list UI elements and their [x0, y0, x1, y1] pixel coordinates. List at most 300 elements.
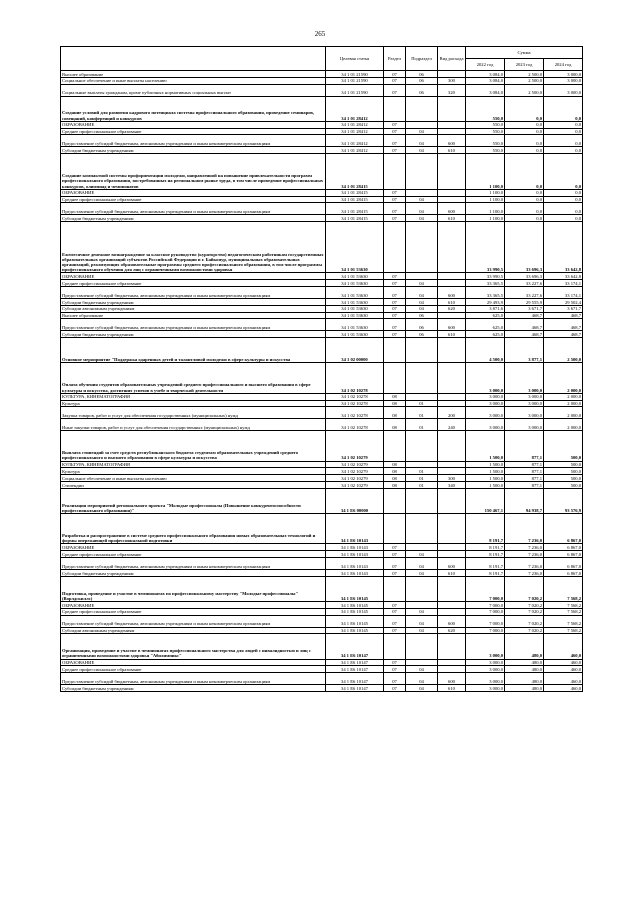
row-code: 34 1 E6 10145 [326, 615, 384, 627]
table-row [61, 96, 583, 121]
row-expense-type: 200 [438, 407, 466, 419]
row-name: КУЛЬТУРА, КИНЕМАТОГРАФИЯ [61, 393, 326, 400]
row-section: 07 [384, 570, 406, 577]
row-expense-type [438, 576, 466, 601]
row-subsection: 01 [406, 482, 438, 489]
row-section [384, 363, 406, 393]
row-expense-type [438, 393, 466, 400]
row-subsection: 01 [406, 400, 438, 407]
row-section: 08 [384, 393, 406, 400]
row-code: 34 1 01 21590 [326, 84, 384, 96]
row-section: 08 [384, 407, 406, 419]
table-row [61, 203, 583, 215]
row-name: Закупка товаров, работ и услуг для обеспечения государственных (муниципальных) нужд [61, 407, 326, 419]
row-sum-2024: 2 500,0 [544, 338, 583, 363]
row-sum-2022: 1 500,0 [466, 431, 505, 461]
row-sum-2022: 3 084,0 [466, 84, 505, 96]
row-sum-2024: 0,0 [544, 121, 583, 128]
row-expense-type: 340 [438, 482, 466, 489]
row-name: Культура [61, 468, 326, 475]
row-expense-type [438, 154, 466, 190]
row-sum-2023: 877,1 [505, 482, 544, 489]
row-sum-2024: 29 502,4 [544, 298, 583, 305]
row-code: 34 1 01 53630 [326, 273, 384, 280]
row-section: 07 [384, 298, 406, 305]
row-sum-2022: 3 000,0 [466, 400, 505, 407]
page-number: 265 [314, 30, 326, 38]
row-code: 34 1 01 28412 [326, 135, 384, 147]
row-expense-type: 600 [438, 135, 466, 147]
row-code: 34 1 02 10278 [326, 400, 384, 407]
row-sum-2024: 2 000,0 [544, 363, 583, 393]
table-row [61, 570, 583, 577]
row-sum-2024: 2 000,0 [544, 419, 583, 431]
row-name: Предоставление субсидий бюджетным, автономным учреждениям и иным некоммерческим организациям [61, 558, 326, 570]
row-sum-2022: 33 990,5 [466, 273, 505, 280]
row-expense-type: 240 [438, 419, 466, 431]
row-subsection [406, 659, 438, 666]
row-sum-2024: 2 000,0 [544, 400, 583, 407]
row-section: 07 [384, 215, 406, 222]
row-code: 34 1 01 53630 [326, 222, 384, 273]
table-row [61, 215, 583, 222]
row-section: 07 [384, 659, 406, 666]
row-sum-2024: 460,0 [544, 634, 583, 659]
row-sum-2022: 7 000,0 [466, 627, 505, 634]
row-sum-2022: 7 000,0 [466, 608, 505, 615]
row-expense-type: 620 [438, 627, 466, 634]
row-section: 07 [384, 280, 406, 287]
row-expense-type [438, 363, 466, 393]
table-row [61, 363, 583, 393]
row-code: 34 1 02 10279 [326, 482, 384, 489]
header-section: Раздел [384, 47, 406, 71]
row-section: 07 [384, 685, 406, 692]
row-code: 34 1 E6 10147 [326, 666, 384, 673]
row-sum-2023: 2 500,0 [505, 77, 544, 84]
row-sum-2022: 33 365,5 [466, 280, 505, 287]
row-name: Культура [61, 400, 326, 407]
row-section: 08 [384, 419, 406, 431]
row-sum-2023: 7 020,2 [505, 602, 544, 609]
row-sum-2022: 7 000,0 [466, 602, 505, 609]
row-sum-2024: 7 568,2 [544, 615, 583, 627]
row-subsection: 04 [406, 286, 438, 298]
row-sum-2023: 7 020,2 [505, 576, 544, 601]
row-code: 34 1 02 10279 [326, 431, 384, 461]
row-sum-2022: 550,0 [466, 147, 505, 154]
table-row [61, 71, 583, 78]
row-subsection: 06 [406, 77, 438, 84]
row-subsection: 04 [406, 305, 438, 312]
row-subsection: 04 [406, 196, 438, 203]
row-sum-2023: 0,0 [505, 196, 544, 203]
table-row [61, 222, 583, 273]
table-row [61, 468, 583, 475]
table-row [61, 482, 583, 489]
row-expense-type [438, 280, 466, 287]
row-sum-2022: 3 000,0 [466, 363, 505, 393]
row-section: 07 [384, 121, 406, 128]
row-section: 07 [384, 203, 406, 215]
row-section [384, 338, 406, 363]
row-sum-2023: 3 000,0 [505, 407, 544, 419]
row-name: ОБРАЗОВАНИЕ [61, 189, 326, 196]
row-sum-2022: 3 871,6 [466, 305, 505, 312]
row-subsection [406, 338, 438, 363]
row-subsection: 04 [406, 615, 438, 627]
row-code: 34 1 01 53630 [326, 331, 384, 338]
header-sum: Сумма [466, 47, 583, 59]
row-subsection: 06 [406, 331, 438, 338]
table-row [61, 627, 583, 634]
header-expense-type: Вид расхода [438, 47, 466, 71]
row-expense-type [438, 400, 466, 407]
row-sum-2023: 0,0 [505, 121, 544, 128]
row-sum-2022: 8 191,7 [466, 514, 505, 544]
row-sum-2023: 877,1 [505, 468, 544, 475]
row-sum-2024: 3 671,7 [544, 305, 583, 312]
row-sum-2023: 3 671,7 [505, 305, 544, 312]
row-sum-2024: 7 568,2 [544, 602, 583, 609]
row-name: ОБРАЗОВАНИЕ [61, 273, 326, 280]
row-name: ОБРАЗОВАНИЕ [61, 659, 326, 666]
row-name: Высшее образование [61, 312, 326, 319]
row-code: 34 1 02 10279 [326, 468, 384, 475]
row-sum-2022: 3 000,0 [466, 666, 505, 673]
row-name: Предоставление субсидий бюджетным, автономным учреждениям и иным некоммерческим организациям [61, 135, 326, 147]
row-sum-2022: 1 500,0 [466, 461, 505, 468]
row-expense-type [438, 71, 466, 78]
row-expense-type: 300 [438, 475, 466, 482]
row-expense-type: 600 [438, 286, 466, 298]
row-sum-2024: 6 867,0 [544, 558, 583, 570]
row-sum-2023: 0,0 [505, 135, 544, 147]
row-sum-2022: 550,0 [466, 96, 505, 121]
table-row [61, 189, 583, 196]
row-subsection: 01 [406, 419, 438, 431]
row-sum-2023: 468,7 [505, 319, 544, 331]
table-row [61, 576, 583, 601]
table-row [61, 312, 583, 319]
row-name: Предоставление субсидий бюджетным, автономным учреждениям и иным некоммерческим организациям [61, 286, 326, 298]
row-subsection: 04 [406, 203, 438, 215]
row-name: Основное мероприятие "Поддержка одаренных детей и талантливой молодежи в сфере культуры и искусства [61, 338, 326, 363]
row-subsection [406, 488, 438, 513]
row-section: 08 [384, 468, 406, 475]
table-row [61, 461, 583, 468]
row-sum-2022: 3 000,0 [466, 634, 505, 659]
row-subsection [406, 514, 438, 544]
table-row [61, 407, 583, 419]
row-name: Субсидии бюджетным учреждениям [61, 685, 326, 692]
row-subsection [406, 602, 438, 609]
row-name: Предоставление субсидий бюджетным, автономным учреждениям и иным некоммерческим организациям [61, 203, 326, 215]
row-name: Среднее профессиональное образование [61, 196, 326, 203]
row-section: 07 [384, 558, 406, 570]
row-name: Создание компактной системы профориентации молодежи, направленной на повышение привлекательности программ профессионального образования, востребованных на региональном рынке труда, в том числе проведение профессиональных конкурсов, олимпиад и чемпионатов [61, 154, 326, 190]
row-code: 34 1 E6 10147 [326, 673, 384, 685]
row-code: 34 1 E6 10143 [326, 551, 384, 558]
row-sum-2022: 625,0 [466, 319, 505, 331]
table-row [61, 475, 583, 482]
table-header [61, 47, 583, 71]
row-code: 34 1 01 28415 [326, 196, 384, 203]
row-expense-type [438, 196, 466, 203]
row-code: 34 1 02 10278 [326, 419, 384, 431]
row-expense-type: 600 [438, 558, 466, 570]
row-subsection [406, 363, 438, 393]
row-sum-2022: 3 000,0 [466, 393, 505, 400]
row-subsection: 04 [406, 570, 438, 577]
row-section: 07 [384, 128, 406, 135]
row-sum-2024: 33 642,8 [544, 222, 583, 273]
row-sum-2024: 460,0 [544, 659, 583, 666]
row-code: 34 1 E6 10145 [326, 576, 384, 601]
row-subsection: 04 [406, 551, 438, 558]
row-sum-2022: 550,0 [466, 135, 505, 147]
row-sum-2024: 0,0 [544, 128, 583, 135]
row-code: 34 1 02 10278 [326, 407, 384, 419]
row-code: 34 1 01 28412 [326, 128, 384, 135]
row-sum-2022: 29 493,9 [466, 298, 505, 305]
row-sum-2023: 7 236,0 [505, 544, 544, 551]
row-sum-2023: 0,0 [505, 128, 544, 135]
row-expense-type: 600 [438, 203, 466, 215]
row-sum-2024: 500,0 [544, 475, 583, 482]
table-row [61, 298, 583, 305]
row-subsection [406, 544, 438, 551]
row-subsection: 01 [406, 407, 438, 419]
row-name: Социальное обеспечение и иные выплаты населению [61, 475, 326, 482]
row-sum-2024: 468,7 [544, 319, 583, 331]
row-section: 07 [384, 77, 406, 84]
row-expense-type [438, 551, 466, 558]
header-year-2024: 2024 год [544, 59, 583, 71]
row-sum-2022: 4 500,0 [466, 338, 505, 363]
row-section: 07 [384, 312, 406, 319]
row-sum-2023: 0,0 [505, 154, 544, 190]
row-sum-2023: 7 236,0 [505, 551, 544, 558]
row-subsection: 06 [406, 312, 438, 319]
table-row [61, 147, 583, 154]
table-row [61, 393, 583, 400]
header-year-2023: 2023 год [505, 59, 544, 71]
row-name: Стипендии [61, 482, 326, 489]
row-expense-type: 300 [438, 77, 466, 84]
row-subsection: 06 [406, 71, 438, 78]
row-subsection: 06 [406, 319, 438, 331]
row-code: 34 1 01 53630 [326, 286, 384, 298]
row-subsection [406, 189, 438, 196]
row-section: 08 [384, 400, 406, 407]
row-name: Субсидии автономным учреждениям [61, 627, 326, 634]
row-expense-type [438, 634, 466, 659]
table-row [61, 273, 583, 280]
row-sum-2022: 550,0 [466, 128, 505, 135]
row-sum-2023: 0,0 [505, 147, 544, 154]
row-sum-2024: 500,0 [544, 468, 583, 475]
row-subsection [406, 431, 438, 461]
row-name: Организация, проведение и участие в чемпионатах профессионального мастерства для людей с инвалидностью и лиц с ограниченными возможностями здоровья "Абилимпикс" [61, 634, 326, 659]
row-subsection: 04 [406, 627, 438, 634]
row-name: Субсидии бюджетным учреждениям [61, 298, 326, 305]
row-name: Предоставление субсидий бюджетным, автономным учреждениям и иным некоммерческим организациям [61, 673, 326, 685]
row-name: Предоставление субсидий бюджетным, автономным учреждениям и иным некоммерческим организациям [61, 319, 326, 331]
row-subsection: 06 [406, 84, 438, 96]
row-sum-2024: 500,0 [544, 431, 583, 461]
row-subsection: 04 [406, 215, 438, 222]
row-subsection: 01 [406, 475, 438, 482]
header-code: Целевая статья [326, 47, 384, 71]
row-sum-2023: 877,1 [505, 475, 544, 482]
row-sum-2023: 480,0 [505, 685, 544, 692]
row-sum-2024: 0,0 [544, 154, 583, 190]
row-expense-type: 610 [438, 331, 466, 338]
row-sum-2022: 1 100,0 [466, 189, 505, 196]
row-name: Социальные выплаты гражданам, кроме публичных нормативных социальных выплат [61, 84, 326, 96]
row-section [384, 154, 406, 190]
row-name: Предоставление субсидий бюджетным, автономным учреждениям и иным некоммерческим организациям [61, 615, 326, 627]
table-row [61, 558, 583, 570]
table-row [61, 551, 583, 558]
row-sum-2023: 33 227,6 [505, 280, 544, 287]
row-sum-2024: 460,0 [544, 685, 583, 692]
row-expense-type: 610 [438, 570, 466, 577]
table-row [61, 608, 583, 615]
row-section [384, 488, 406, 513]
row-name: Иные закупки товаров, работ и услуг для обеспечения государственных (муниципальных) нужд [61, 419, 326, 431]
row-sum-2023: 3 000,0 [505, 363, 544, 393]
row-sum-2023: 33 696,3 [505, 222, 544, 273]
table-row [61, 77, 583, 84]
row-sum-2024: 468,7 [544, 331, 583, 338]
row-sum-2022: 150 467,1 [466, 488, 505, 513]
row-sum-2023: 468,7 [505, 312, 544, 319]
row-sum-2023: 877,1 [505, 431, 544, 461]
row-section [384, 576, 406, 601]
row-name: Среднее профессиональное образование [61, 280, 326, 287]
row-name: Создание условий для развития кадрового потенциала системы профессионального образования, проведение семинаров, совещаний, конференций и конкурсов [61, 96, 326, 121]
header-name [61, 47, 326, 71]
row-sum-2024: 460,0 [544, 666, 583, 673]
row-code: 34 1 E6 10147 [326, 659, 384, 666]
row-section [384, 431, 406, 461]
row-sum-2022: 3 000,0 [466, 685, 505, 692]
row-expense-type [438, 121, 466, 128]
row-subsection: 04 [406, 673, 438, 685]
row-expense-type: 600 [438, 615, 466, 627]
row-expense-type [438, 222, 466, 273]
row-section: 07 [384, 673, 406, 685]
row-expense-type: 610 [438, 685, 466, 692]
row-sum-2022: 7 000,0 [466, 576, 505, 601]
table-row [61, 602, 583, 609]
table-row [61, 331, 583, 338]
row-sum-2023: 3 877,1 [505, 338, 544, 363]
row-sum-2022: 8 191,7 [466, 551, 505, 558]
row-sum-2024: 33 174,1 [544, 280, 583, 287]
row-sum-2024: 33 642,8 [544, 273, 583, 280]
row-sum-2023: 0,0 [505, 189, 544, 196]
row-sum-2022: 8 191,7 [466, 570, 505, 577]
row-sum-2023: 468,7 [505, 331, 544, 338]
row-sum-2023: 29 555,9 [505, 298, 544, 305]
row-subsection: 04 [406, 666, 438, 673]
row-sum-2024: 2 000,0 [544, 407, 583, 419]
row-subsection: 04 [406, 147, 438, 154]
row-subsection [406, 154, 438, 190]
row-name: Среднее профессиональное образование [61, 551, 326, 558]
row-section: 07 [384, 602, 406, 609]
row-expense-type [438, 189, 466, 196]
row-subsection: 04 [406, 298, 438, 305]
row-code: 34 1 01 28412 [326, 96, 384, 121]
row-expense-type [438, 431, 466, 461]
row-sum-2022: 1 100,0 [466, 203, 505, 215]
row-sum-2023: 0,0 [505, 96, 544, 121]
row-sum-2024: 7 568,2 [544, 627, 583, 634]
row-section: 07 [384, 196, 406, 203]
table-row [61, 154, 583, 190]
row-sum-2022: 1 100,0 [466, 196, 505, 203]
row-code: 34 1 01 28415 [326, 154, 384, 190]
row-expense-type [438, 338, 466, 363]
row-code: 34 1 01 21590 [326, 71, 384, 78]
row-sum-2022: 1 500,0 [466, 475, 505, 482]
row-section: 07 [384, 551, 406, 558]
row-sum-2023: 94 938,7 [505, 488, 544, 513]
row-subsection [406, 222, 438, 273]
row-name: Высшее образование [61, 71, 326, 78]
row-subsection: 04 [406, 558, 438, 570]
row-sum-2024: 33 174,1 [544, 286, 583, 298]
row-sum-2023: 2 500,0 [505, 71, 544, 78]
row-code: 34 1 E6 10145 [326, 608, 384, 615]
table-row [61, 319, 583, 331]
row-code: 34 1 01 28412 [326, 121, 384, 128]
row-expense-type [438, 312, 466, 319]
row-sum-2023: 480,0 [505, 634, 544, 659]
row-name: Субсидии бюджетным учреждениям [61, 215, 326, 222]
row-sum-2024: 0,0 [544, 96, 583, 121]
row-subsection [406, 273, 438, 280]
row-subsection [406, 461, 438, 468]
row-sum-2024: 500,0 [544, 461, 583, 468]
row-sum-2024: 7 568,2 [544, 608, 583, 615]
table-row [61, 514, 583, 544]
row-subsection: 04 [406, 280, 438, 287]
row-name: КУЛЬТУРА, КИНЕМАТОГРАФИЯ [61, 461, 326, 468]
row-section [384, 222, 406, 273]
row-subsection: 01 [406, 468, 438, 475]
row-sum-2023: 33 696,3 [505, 273, 544, 280]
row-expense-type [438, 273, 466, 280]
row-code: 34 1 01 53630 [326, 312, 384, 319]
row-sum-2024: 6 867,0 [544, 551, 583, 558]
row-expense-type [438, 608, 466, 615]
row-name: Ежемесячное денежное вознаграждение за классное руководство (кураторство) педагогическим работникам государственных образовательных организаций субъектов Российской Федерации и г. Байконур, муниципальных образовательных организаций, реализующих образовательные программы среднего профессионального образования, в том числе программы профессионального обучения для лиц с ограниченными возможностями здоровья [61, 222, 326, 273]
row-section: 07 [384, 189, 406, 196]
row-sum-2024: 0,0 [544, 189, 583, 196]
row-expense-type [438, 659, 466, 666]
row-code: 34 1 E6 10143 [326, 544, 384, 551]
row-sum-2022: 33 365,5 [466, 286, 505, 298]
row-sum-2024: 460,0 [544, 673, 583, 685]
row-sum-2023: 7 020,2 [505, 615, 544, 627]
table-row [61, 419, 583, 431]
row-sum-2024: 6 867,0 [544, 514, 583, 544]
